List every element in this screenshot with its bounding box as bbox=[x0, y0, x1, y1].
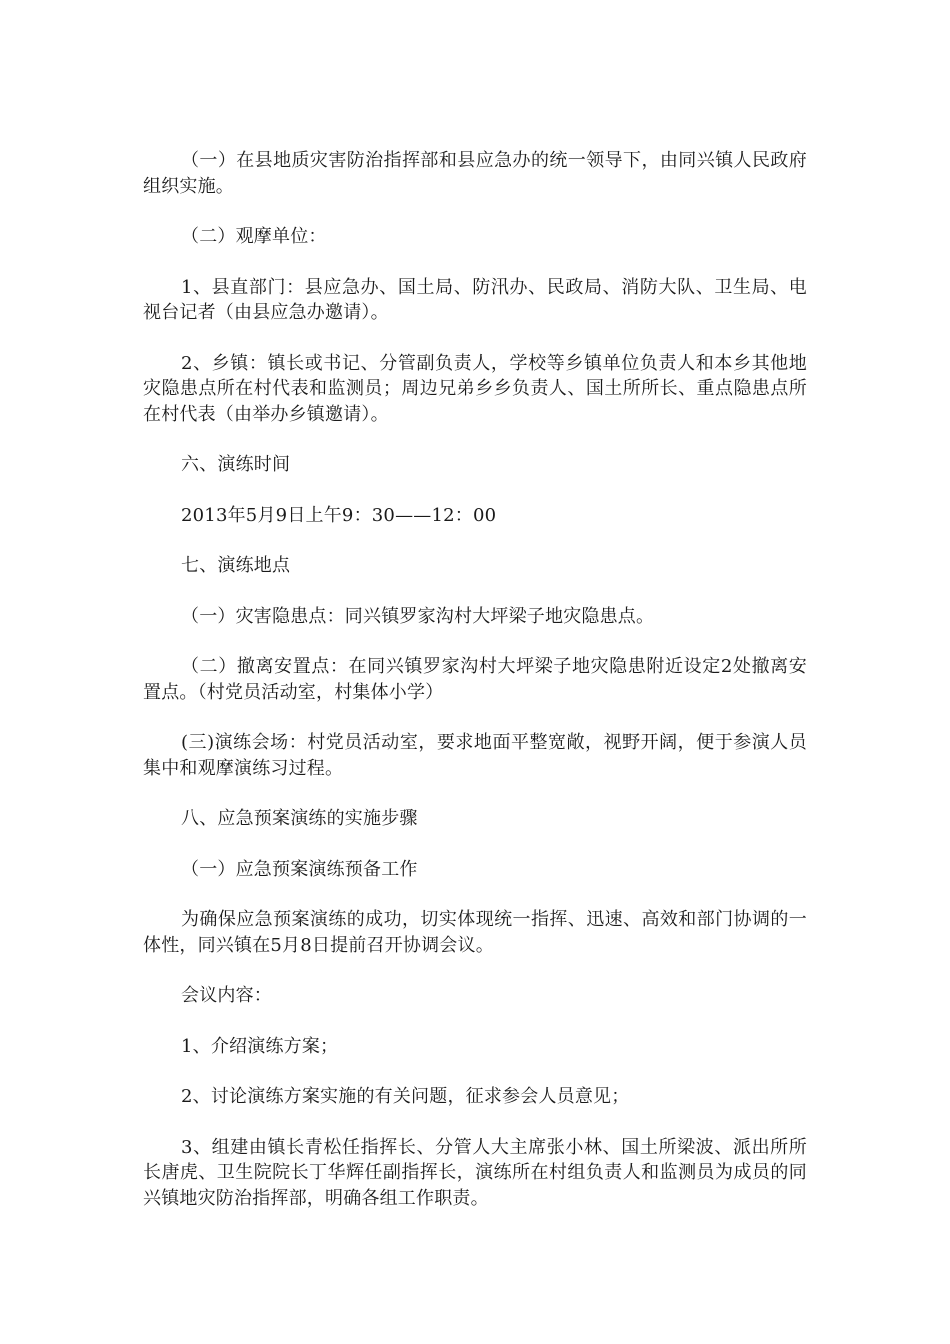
subheading-preparation: （一）应急预案演练预备工作 bbox=[181, 858, 418, 880]
document-page bbox=[143, 148, 807, 1236]
list-item-form-command: 3、组建由镇长青松任指挥长、分管人大主席张小林、国土所梁波、派出所所长唐虎、卫生院院长丁华辉任副指挥长，演练所在村组负责人和监测员为成员的同兴镇地灾防治指挥部，明确各组工作职责。 bbox=[143, 1136, 807, 1209]
paragraph-meeting-content-label: 会议内容： bbox=[181, 985, 272, 1006]
section-heading-implementation-steps: 八、应急预案演练的实施步骤 bbox=[181, 808, 418, 829]
list-item-introduce-plan: 1、介绍演练方案； bbox=[181, 1035, 339, 1057]
paragraph-drill-venue: (三)演练会场：村党员活动室，要求地面平整宽敞，视野开阔，便于参演人员集中和观摩演练习过程。 bbox=[143, 732, 807, 779]
paragraph-coordination-meeting: 为确保应急预案演练的成功，切实体现统一指挥、迅速、高效和部门协调的一体性，同兴镇在5月8日提前召开协调会议。 bbox=[143, 909, 807, 956]
paragraph-organization: （一）在县地质灾害防治指挥部和县应急办的统一领导下，由同兴镇人民政府组织实施。 bbox=[143, 150, 807, 197]
list-item-discuss-issues: 2、讨论演练方案实施的有关问题，征求参会人员意见； bbox=[181, 1086, 630, 1107]
paragraph-county-departments: 1、县直部门：县应急办、国土局、防汛办、民政局、消防大队、卫生局、电视台记者（由县应急办邀请）。 bbox=[143, 276, 807, 323]
paragraph-drill-time: 2013年5月9日上午9：30——12：00 bbox=[181, 504, 497, 526]
section-heading-drill-time: 六、演练时间 bbox=[181, 454, 291, 475]
paragraph-evacuation-point: （二）撤离安置点：在同兴镇罗家沟村大坪梁子地灾隐患附近设定2处撤离安置点。（村党员活动室，村集体小学） bbox=[143, 656, 807, 703]
paragraph-observers-heading: （二）观摩单位： bbox=[181, 226, 327, 247]
paragraph-hazard-point: （一）灾害隐患点：同兴镇罗家沟村大坪梁子地灾隐患点。 bbox=[181, 605, 655, 627]
paragraph-townships: 2、乡镇：镇长或书记、分管副负责人，学校等乡镇单位负责人和本乡其他地灾隐患点所在村代表和监测员；周边兄弟乡乡负责人、国土所所长、重点隐患点所在村代表（由举办乡镇邀请）。 bbox=[143, 352, 807, 425]
section-heading-drill-location: 七、演练地点 bbox=[181, 555, 291, 576]
